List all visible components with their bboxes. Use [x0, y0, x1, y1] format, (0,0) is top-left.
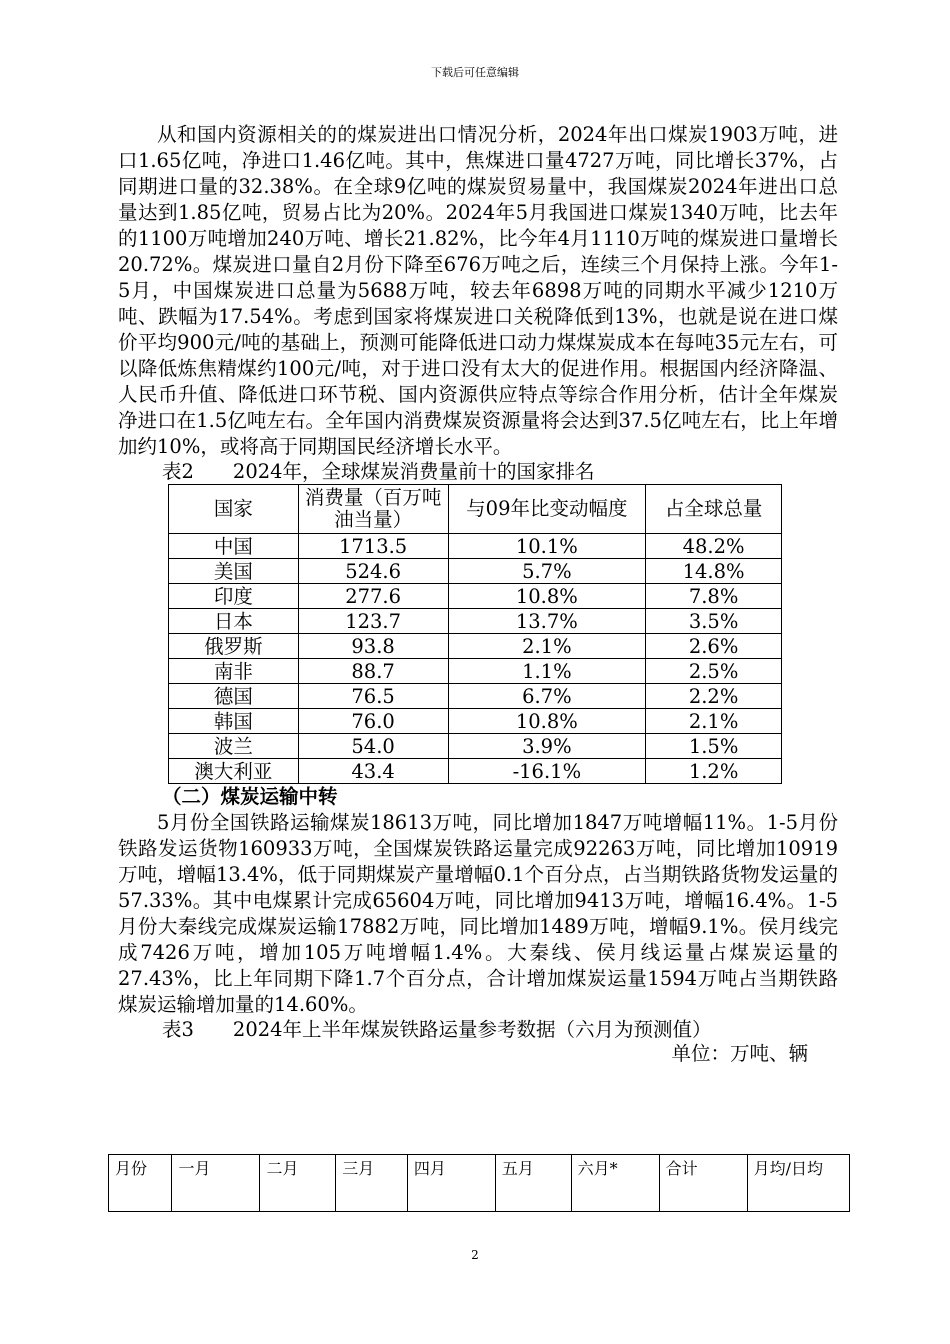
- table2-header-row: [169, 485, 782, 534]
- table3-unit: 单位：万吨、辆: [671, 1042, 808, 1065]
- paragraph-coal-transport: 5月份全国铁路运输煤炭18613万吨，同比增加1847万吨增幅11%。1-5月份铁路发运货物160933万吨，全国煤炭铁路运量完成92263万吨，同比增加10919万吨，增幅13.4%，低于同期煤炭产量增幅0.1个百分点，占当期铁路货物发运量的57.33%。其中电煤累计完成65604万吨，同比增加9413万吨，增幅16.4%。1-5月份大秦线完成煤炭运输17882万吨，同比增加1489万吨，增幅9.1%。侯月线完成7426万吨，增加105万吨增幅1.4%。大秦线、侯月线运量占煤炭运量的27.43%，比上年同期下降1.7个百分点，合计增加煤炭运量1594万吨占当期铁路煤炭运输增加量的14.60%。: [118, 811, 838, 1016]
- table3-header-cell: 月份: [109, 1155, 172, 1212]
- table2-cell: 南非: [169, 659, 299, 684]
- document-body: [118, 122, 838, 1066]
- table2-header-cell: 国家: [169, 485, 299, 534]
- table2-cell: 2.1%: [448, 634, 646, 659]
- table2-cell: 6.7%: [448, 684, 646, 709]
- table2-cell: 93.8: [298, 634, 448, 659]
- table2-row: [169, 584, 782, 609]
- table2-cell: 14.8%: [646, 559, 782, 584]
- table2-cell: 5.7%: [448, 559, 646, 584]
- table2-row: [169, 734, 782, 759]
- table2-cell: 韩国: [169, 709, 299, 734]
- table2-cell: 10.1%: [448, 534, 646, 559]
- table2-cell: 7.8%: [646, 584, 782, 609]
- table2-header-cell: 占全球总量: [646, 485, 782, 534]
- table2-row: [169, 759, 782, 784]
- table2-cell: 277.6: [298, 584, 448, 609]
- table2-cell: 3.9%: [448, 734, 646, 759]
- table2-cell: 48.2%: [646, 534, 782, 559]
- section-title: （二）煤炭运输中转: [162, 785, 338, 808]
- table3-header-cell: 二月: [260, 1155, 336, 1212]
- table2-cell: 3.5%: [646, 609, 782, 634]
- table3-header-cell: 一月: [172, 1155, 260, 1212]
- table3-caption: 表3 2024年上半年煤炭铁路运量参考数据（六月为预测值）: [162, 1018, 712, 1041]
- table2-cell: 澳大利亚: [169, 759, 299, 784]
- table2-cell: 2.2%: [646, 684, 782, 709]
- table2-cell: -16.1%: [448, 759, 646, 784]
- table2-cell: 波兰: [169, 734, 299, 759]
- table2-cell: 13.7%: [448, 609, 646, 634]
- table2-cell: 123.7: [298, 609, 448, 634]
- table2-header-cell: 消费量（百万吨油当量）: [298, 485, 448, 534]
- table2-row: [169, 559, 782, 584]
- table2-cell: 中国: [169, 534, 299, 559]
- table2-cell: 日本: [169, 609, 299, 634]
- table2-cell: 524.6: [298, 559, 448, 584]
- page-number: 2: [471, 1248, 479, 1262]
- table2-cell: 2.1%: [646, 709, 782, 734]
- table2-row: [169, 659, 782, 684]
- table2-coal-consumption: [168, 484, 782, 784]
- paragraph-coal-import-export: 从和国内资源相关的的煤炭进出口情况分析，2024年出口煤炭1903万吨，进口1.65亿吨，净进口1.46亿吨。其中，焦煤进口量4727万吨，同比增长37%，占同期进口量的32.38%。在全球9亿吨的煤炭贸易量中，我国煤炭2024年进出口总量达到1.85亿吨，贸易占比为20%。2024年5月我国进口煤炭1340万吨，比去年的1100万吨增加240万吨、增长21.82%，比今年4月1110万吨的煤炭进口量增长20.72%。煤炭进口量自2月份下降至676万吨之后，连续三个月保持上涨。今年1-5月，中国煤炭进口总量为5688万吨，较去年6898万吨的同期水平减少1210万吨、跌幅为17.54%。考虑到国家将煤炭进口关税降低到13%，也就是说在进口煤价平均900元/吨的基础上，预测可能降低进口动力煤煤炭成本在每吨35元左右，可以降低炼焦精煤约100元/吨，对于进口没有太大的促进作用。根据国内经济降温、人民币升值、降低进口环节税、国内资源供应特点等综合作用分析，估计全年煤炭净进口在1.5亿吨左右。全年国内消费煤炭资源量将会达到37.5亿吨左右，比上年增加约10%，或将高于同期国民经济增长水平。: [118, 123, 838, 458]
- table2-cell: 76.5: [298, 684, 448, 709]
- table3-header-cell: 三月: [336, 1155, 408, 1212]
- table3-header-cell: 月均/日均: [747, 1155, 849, 1212]
- table2-cell: 76.0: [298, 709, 448, 734]
- table2-cell: 1.5%: [646, 734, 782, 759]
- table3-header-cell: 四月: [407, 1155, 495, 1212]
- table2-cell: 43.4: [298, 759, 448, 784]
- table2-cell: 1.2%: [646, 759, 782, 784]
- table2-cell: 1.1%: [448, 659, 646, 684]
- page-header: 下载后可任意编辑: [431, 66, 519, 79]
- table2-cell: 10.8%: [448, 709, 646, 734]
- table2-caption: 表2 2024年，全球煤炭消费量前十的国家排名: [162, 460, 595, 483]
- table2-cell: 印度: [169, 584, 299, 609]
- table2-cell: 美国: [169, 559, 299, 584]
- table2-cell: 德国: [169, 684, 299, 709]
- table2-header-cell: 与09年比变动幅度: [448, 485, 646, 534]
- table2-row: [169, 684, 782, 709]
- table2-row: [169, 634, 782, 659]
- table2-row: [169, 709, 782, 734]
- table3-rail-volume: [108, 1154, 850, 1212]
- table3-header-cell: 五月: [495, 1155, 571, 1212]
- table3-header-row: [109, 1155, 850, 1212]
- table2-cell: 2.6%: [646, 634, 782, 659]
- table2-row: [169, 534, 782, 559]
- table2-row: [169, 609, 782, 634]
- table2-cell: 88.7: [298, 659, 448, 684]
- table2-cell: 54.0: [298, 734, 448, 759]
- table2-cell: 10.8%: [448, 584, 646, 609]
- table3-header-cell: 合计: [659, 1155, 747, 1212]
- table2-cell: 2.5%: [646, 659, 782, 684]
- table2-cell: 俄罗斯: [169, 634, 299, 659]
- table2-cell: 1713.5: [298, 534, 448, 559]
- table3-header-cell: 六月*: [571, 1155, 659, 1212]
